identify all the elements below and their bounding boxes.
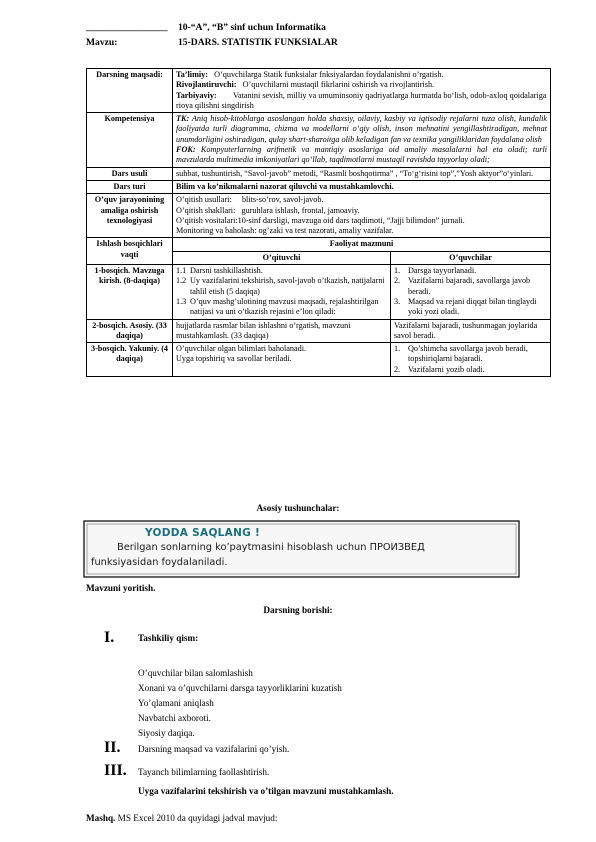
- darsning-borishi: Darsning borishi:: [263, 605, 333, 615]
- mashq-text: MS Excel 2010 da quyidagi jadval mavjud:: [117, 813, 278, 823]
- fok-label: FOK:: [176, 145, 196, 155]
- section1-number: I.: [104, 629, 115, 646]
- rivoj-text: O’quvchilarni mustaqil fikrlarini oshirish va rivojlantirish.: [242, 80, 435, 90]
- faoliyat-header: Faoliyat mazmuni: [173, 238, 551, 251]
- tarbiy-label: Tarbiyaviy:: [176, 90, 217, 100]
- mavzuni-yoritish: Mavzuni yoritish.: [86, 583, 156, 593]
- label-maqsad: Darsning maqsadi:: [87, 69, 173, 113]
- row-usuli: [87, 167, 551, 180]
- talimiy-text: O’quvchilarga Statik funksialar fnksiyalardan foydalanishni o’rgatish.: [214, 70, 444, 79]
- list-item: 1. Darsga tayyorlanadi.: [394, 266, 477, 276]
- section2-title: Darsning maqsad va vazifalarini qo’yish.: [138, 744, 290, 754]
- label-turi: Dars turi: [87, 180, 173, 193]
- list-item: Siyosiy daqiqa.: [138, 728, 195, 738]
- header-title: 10-“A”, “B” sinf uchun Informatika: [177, 22, 326, 33]
- stage3-teacher: O’quvchilar olgan bilimlari baholanadi. Uyga topshiriq va savollar beriladi.: [173, 343, 391, 377]
- tk-label: TK:: [176, 114, 190, 124]
- list-item: O’quvchilar bilan salomlashish: [138, 668, 253, 678]
- mavzu-label: Mavzu:: [86, 37, 118, 48]
- cell-usuli: suhbat, tushuntirish, “Savol-javob” metodi, “Rasmli boshqotirma” , “To‘g‘risini top”,”Yosh aktyor”o‘yinlari.: [173, 167, 551, 180]
- stage3-students: [391, 343, 551, 377]
- stage1-teacher: [173, 265, 391, 319]
- lesson-plan-table: [86, 68, 551, 377]
- stage1-students: [391, 265, 551, 319]
- col-students: O’quvchilar: [391, 251, 551, 264]
- list-item: 1.1 Darsni tashkillashtish.: [176, 266, 263, 276]
- mashq-label: Mashq.: [86, 813, 116, 823]
- fok-text: Kompyuterlarning arifmetik va mantiqiy asoslariga oid amaliy masalalarni hal eta oladi; turli mavzularda multimedia imkoniyatlari qo‘llab, taqdimotlarni mustaqil ravishda tayyorlay oladi;: [176, 145, 548, 165]
- header-underline: _________________: [86, 22, 168, 33]
- cell-maqsad: [173, 69, 551, 113]
- row-stage2: [87, 319, 551, 343]
- row-faoliyat-header: [87, 238, 551, 251]
- note-line1: Berilgan sonlarning ko’paytmasini hisoblash uchun ПРОИЗВЕД: [117, 542, 425, 553]
- list-item: 3. Maqsad va rejani diqqat bilan tinglaydi yoki yozi oladi.: [394, 296, 537, 317]
- section1-title: Tashkiliy qism:: [138, 633, 199, 643]
- label-stage2: 2-bosqich. Asosiy. (33 daqiqa): [87, 319, 173, 343]
- header-line1: [86, 22, 326, 33]
- cell-turi: Bilim va ko’nikmalarni nazorat qiluvchi va mustahkamlovchi.: [173, 180, 551, 193]
- list-item: 1.2 Uy vazifalarini tekshirish, savol-javob o’tkazish, natijalarni tahlil etish (5 daqiqa): [176, 276, 385, 296]
- note-box: [83, 520, 520, 578]
- section3-title: Tayanch bilimlarning faollashtirish.: [138, 767, 270, 777]
- label-texnologiya: O’quv jarayonining amaliga oshirish texnologiyasi: [87, 194, 173, 238]
- monitoring-text: Monitoring va baholash: og’zaki va test nazorati, amaliy vazifalar.: [176, 226, 394, 236]
- list-item: Yo’qlamani aniqlash: [138, 698, 214, 708]
- section3-number: III.: [104, 762, 127, 779]
- list-item: 2. Vazifalarni yozib oladi.: [394, 364, 485, 374]
- tk-text: Aniq hisob-kitoblarga asoslangan holda shaxsiy, oilaviy, kasbiy va iqtisodiy rejalarni tuza olish, kundalik faoliyatda turli diagramma, chizma va modellarni o‘qiy olish, inson mehnatini yengillashtiradigan, mehnat unumdorligini oshiradigan, qulay shart-sharoitga olib keladigan fan va texnika yangiliklaridan foydalana olish: [176, 114, 548, 144]
- list-item: 1. Qo’shimcha savollarga javob beradi, topshiriqlarni bajaradi.: [394, 344, 528, 364]
- list-item: Xonani va o’quvchilarni darsga tayyorliklarini kuzatish: [138, 683, 342, 693]
- row-texnologiya: [87, 194, 551, 238]
- label-kompetensiya: Kompetensiya: [87, 113, 173, 167]
- stage2-teacher: hujjatlarda rasmlar bilan ishlashni o’rgatish, mavzuni mustahkamlash. (33 daqiqa): [173, 319, 391, 343]
- note-line2: funksiyasidan foydalaniladi.: [91, 557, 228, 568]
- row-stage1: [87, 265, 551, 319]
- mavzu-value: 15-DARS. STATISTIK FUNKSIALAR: [178, 37, 338, 48]
- row-turi: [87, 180, 551, 193]
- vosita-text: O’qitish vositalari:10-sinf darsligi, mavzuga oid dars taqdimoti, “Jajji bilimdon” jurnali.: [176, 215, 465, 225]
- mashq-line: [86, 813, 277, 823]
- shakl-text: guruhlara ishlash, frontal, jamoaviy.: [241, 205, 360, 215]
- section3-subtitle: Uyga vazifalarini tekshirish va o’tilgan mavzuni mustahkamlash.: [138, 786, 394, 796]
- talimiy-label: Ta’limiy:: [176, 70, 208, 79]
- cell-texnologiya: [173, 194, 551, 238]
- list-item: Navbatchi axboroti.: [138, 713, 211, 723]
- row-stage3: [87, 343, 551, 377]
- label-stage3: 3-bosqich. Yakuniy. (4 daqiqa): [87, 343, 173, 377]
- section2-number: II.: [104, 739, 121, 756]
- row-kompetensiya: [87, 113, 551, 167]
- row-maqsad: [87, 69, 551, 113]
- cell-kompetensiya: [173, 113, 551, 167]
- section1-list: [138, 666, 342, 741]
- note-title: YODDA SAQLANG !: [145, 527, 261, 539]
- rivoj-label: Rivojlantiruvchi:: [176, 80, 237, 90]
- usul-label: O’qitish usullari:: [176, 195, 232, 205]
- label-bosqich: Ishlash bosqichlari vaqti: [87, 238, 173, 265]
- list-item: 2. Vazifalarni bajaradi, savollarga javob beradi.: [394, 276, 531, 296]
- shakl-label: O’qitish shakllari:: [176, 205, 236, 215]
- tarbiy-text: Vatanini sevish, milliy va umuminsoniy qadriyatlarga hurmatda bo‘lish, odob-axloq qoidalariga rioya qilishni singdirish: [176, 90, 547, 110]
- list-item: 1.3 O’quv mashg’ulotining mavzusi maqsadi, rejalashtirilgan natijasi va uni o’tkazish rejasini e’lon qiladi:: [176, 296, 379, 317]
- asosiy-title: Asosiy tushunchalar:: [256, 503, 340, 513]
- usul-text: blits-so’rov, savol-javob.: [241, 195, 324, 205]
- stage2-students: Vazifalarni bajaradi, tushunmagan joylarida savol beradi.: [391, 319, 551, 343]
- label-stage1: 1-bosqich. Mavzuga kirish. (8-daqiqa): [87, 265, 173, 319]
- col-teacher: O’qituvchi: [173, 251, 391, 264]
- label-usuli: Dars usuli: [87, 167, 173, 180]
